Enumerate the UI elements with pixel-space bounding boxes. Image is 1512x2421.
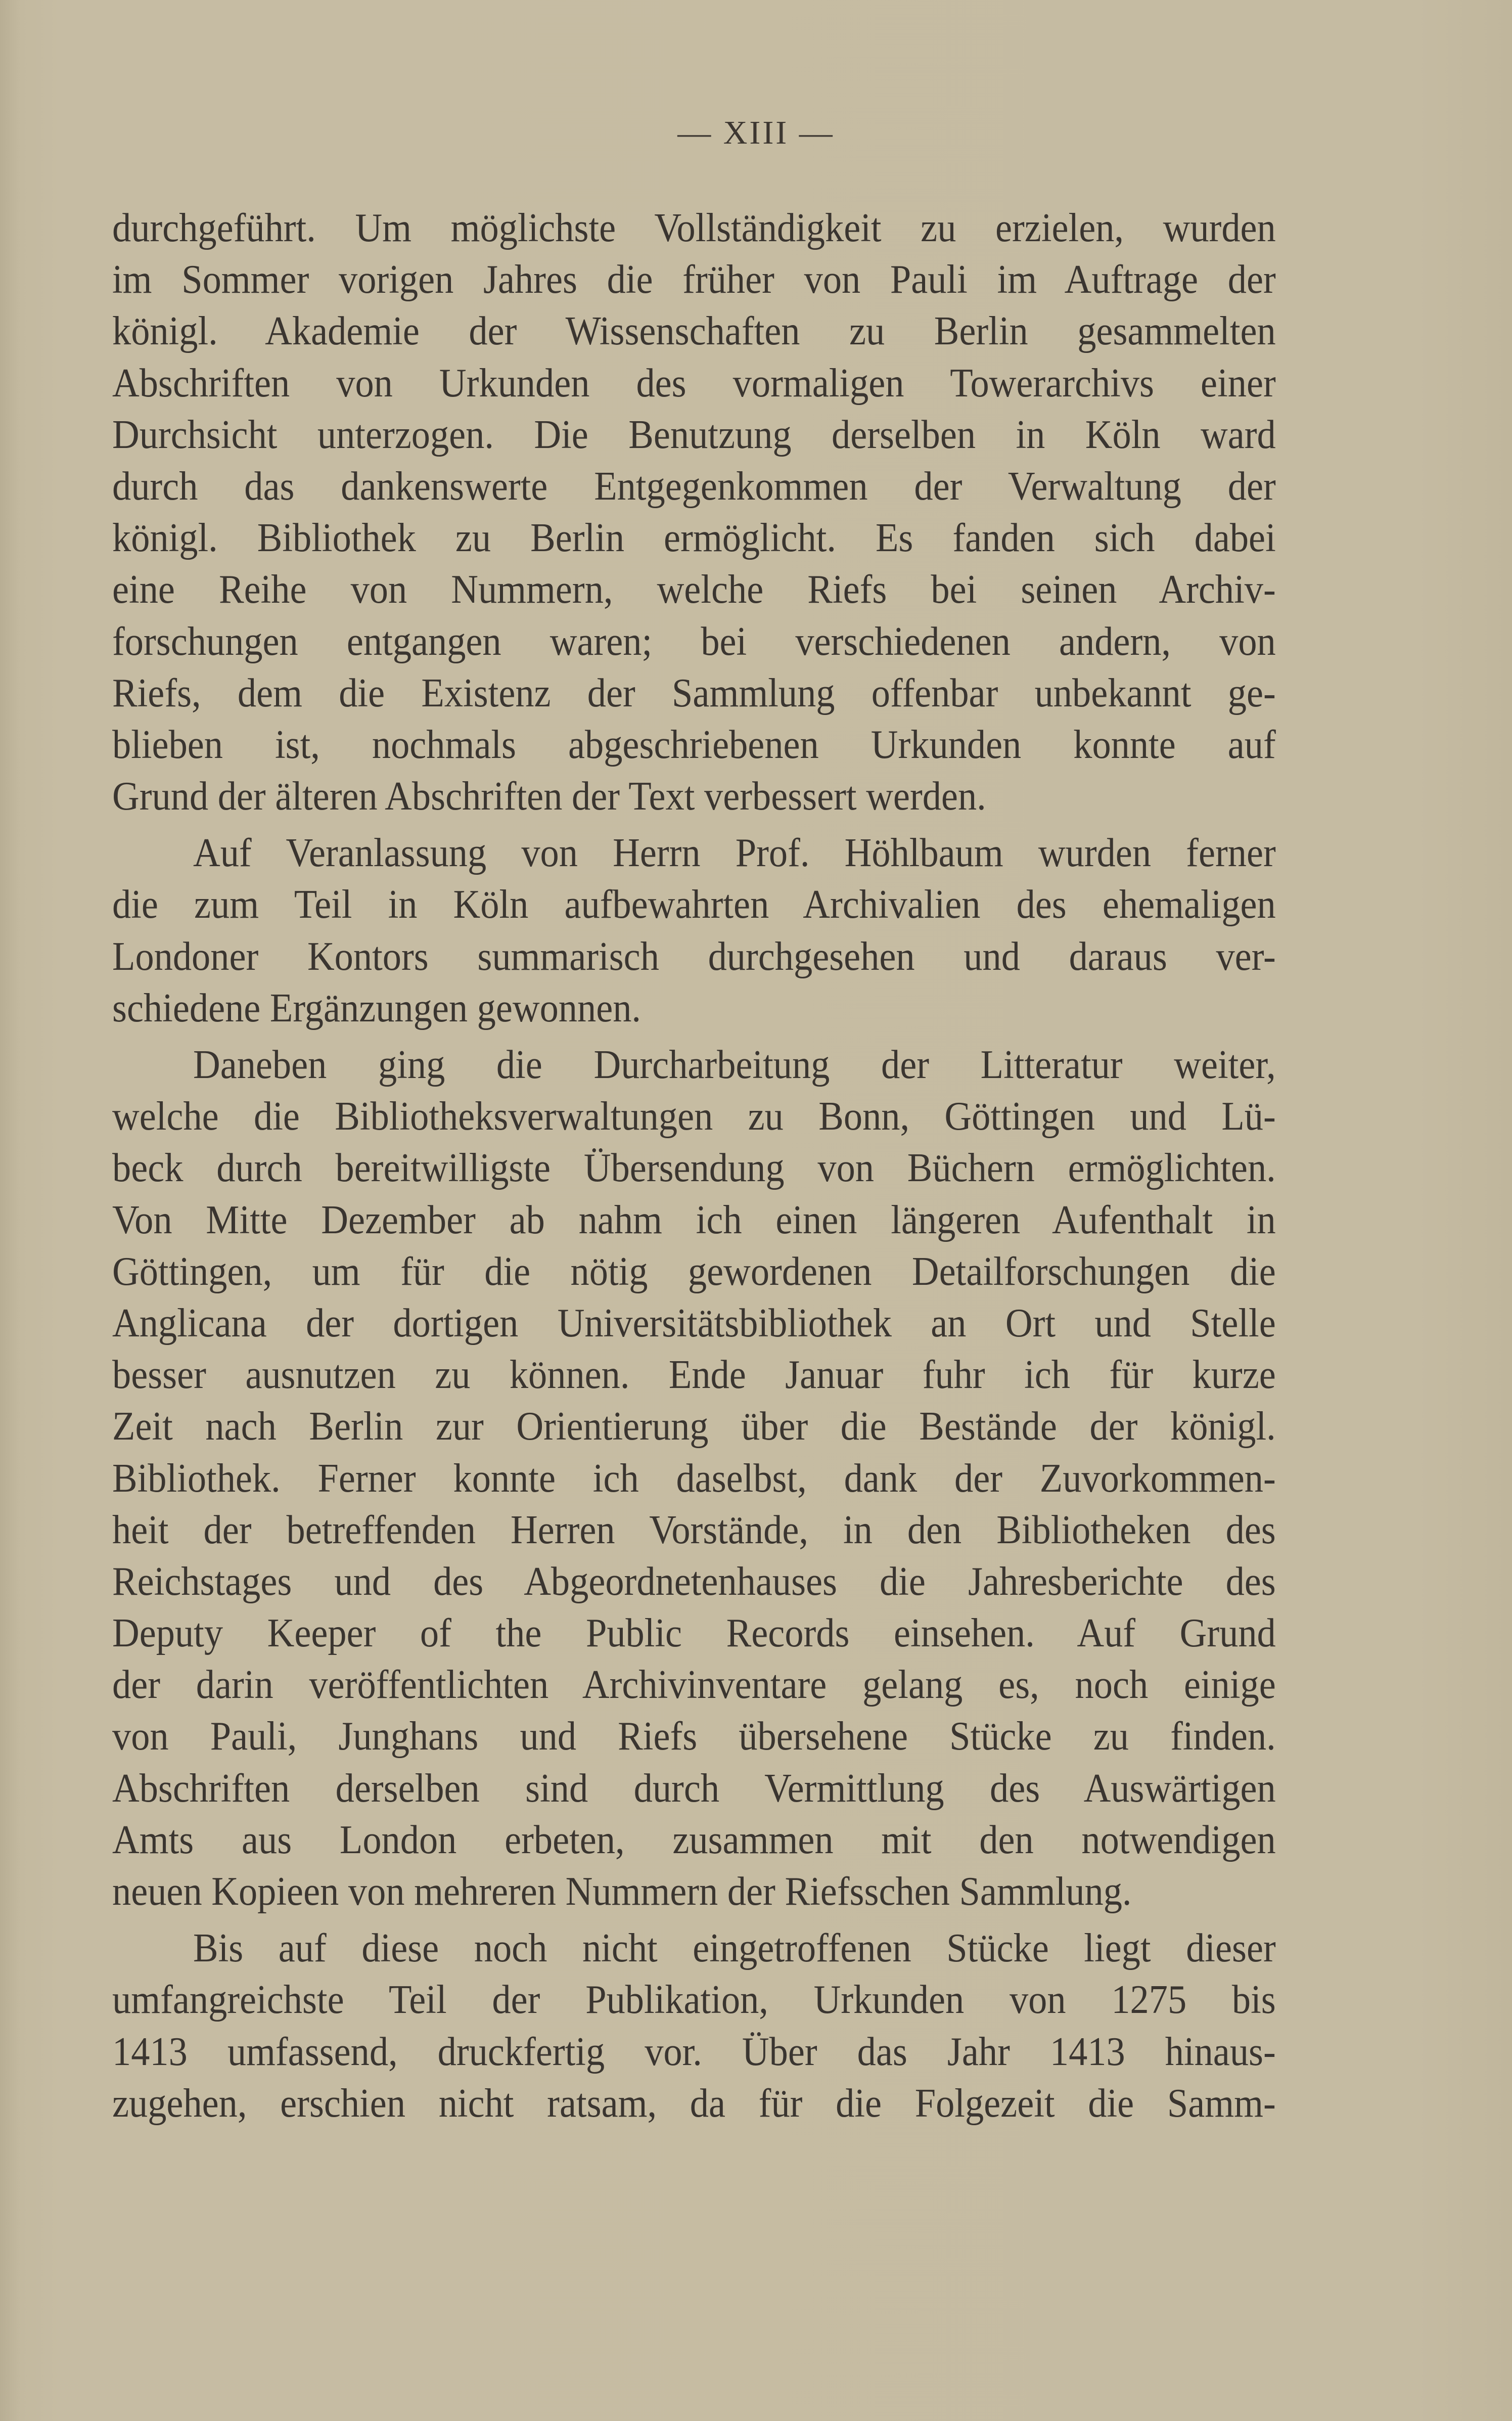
text-line: Anglicana der dortigen Universitätsbibliothek an Ort und Stelle — [112, 1301, 1276, 1346]
paragraph — [112, 827, 1276, 1034]
text-line: 1413 umfassend, druckfertig vor. Über das Jahr 1413 hinaus- — [112, 2029, 1276, 2074]
text-line: Riefs, dem die Existenz der Sammlung offenbar unbekannt ge- — [112, 670, 1276, 715]
page-number-header: — XIII — — [677, 114, 835, 151]
text-line: Bibliothek. Ferner konnte ich daselbst, dank der Zuvorkommen- — [112, 1456, 1276, 1501]
text-line: im Sommer vorigen Jahres die früher von Pauli im Auftrage der — [112, 257, 1276, 302]
paragraph — [112, 202, 1276, 822]
text-line: welche die Bibliotheksverwaltungen zu Bonn, Göttingen und Lü- — [112, 1094, 1276, 1139]
text-line: umfangreichste Teil der Publikation, Urkunden von 1275 bis — [112, 1978, 1276, 2023]
text-line: Amts aus London erbeten, zusammen mit den notwendigen — [112, 1817, 1276, 1862]
text-line: Durchsicht unterzogen. Die Benutzung derselben in Köln ward — [112, 412, 1276, 457]
text-line: Auf Veranlassung von Herrn Prof. Höhlbaum wurden ferner — [193, 831, 1276, 876]
text-line: heit der betreffenden Herren Vorstände, in den Bibliotheken des — [112, 1507, 1276, 1552]
text-line: Zeit nach Berlin zur Orientierung über die Bestände der königl. — [112, 1404, 1276, 1449]
text-line: zugehen, erschien nicht ratsam, da für die Folgezeit die Samm- — [112, 2081, 1276, 2126]
text-line: königl. Akademie der Wissenschaften zu Berlin gesammelten — [112, 309, 1276, 354]
text-line: Bis auf diese noch nicht eingetroffenen Stücke liegt dieser — [193, 1926, 1276, 1971]
text-line: königl. Bibliothek zu Berlin ermöglicht. Es fanden sich dabei — [112, 516, 1276, 561]
body-text — [112, 202, 1276, 2129]
text-line: blieben ist, nochmals abgeschriebenen Urkunden konnte auf — [112, 722, 1276, 767]
text-line: die zum Teil in Köln aufbewahrten Archivalien des ehemaligen — [112, 882, 1276, 927]
text-line: eine Reihe von Nummern, welche Riefs bei seinen Archiv- — [112, 567, 1276, 612]
text-line: beck durch bereitwilligste Übersendung von Büchern ermöglichten. — [112, 1146, 1276, 1191]
text-line: forschungen entgangen waren; bei verschiedenen andern, von — [112, 619, 1276, 664]
text-line: Göttingen, um für die nötig gewordenen Detailforschungen die — [112, 1249, 1276, 1294]
text-line: Abschriften derselben sind durch Vermittlung des Auswärtigen — [112, 1766, 1276, 1811]
text-line: Londoner Kontors summarisch durchgesehen und daraus ver- — [112, 934, 1276, 979]
text-line: Von Mitte Dezember ab nahm ich einen längeren Aufenthalt in — [112, 1197, 1276, 1242]
text-line: Grund der älteren Abschriften der Text verbessert werden. — [112, 774, 986, 819]
paragraph — [112, 1922, 1276, 2129]
text-line: Reichstages und des Abgeordnetenhauses die Jahresberichte des — [112, 1559, 1276, 1604]
text-line: der darin veröffentlichten Archivinventare gelang es, noch einige — [112, 1663, 1276, 1708]
text-line: durchgeführt. Um möglichste Vollständigkeit zu erzielen, wurden — [112, 206, 1276, 250]
text-line: durch das dankenswerte Entgegenkommen der Verwaltung der — [112, 464, 1276, 509]
text-line: Abschriften von Urkunden des vormaligen Towerarchivs einer — [112, 361, 1276, 406]
text-line: von Pauli, Junghans und Riefs übersehene Stücke zu finden. — [112, 1714, 1276, 1759]
text-line: schiedene Ergänzungen gewonnen. — [112, 985, 642, 1030]
text-line: besser ausnutzen zu können. Ende Januar fuhr ich für kurze — [112, 1353, 1276, 1398]
text-line: Deputy Keeper of the Public Records einsehen. Auf Grund — [112, 1611, 1276, 1656]
paragraph — [112, 1039, 1276, 1917]
text-line: neuen Kopieen von mehreren Nummern der Riefsschen Sammlung. — [112, 1869, 1132, 1914]
text-line: Daneben ging die Durcharbeitung der Litteratur weiter, — [193, 1043, 1276, 1087]
